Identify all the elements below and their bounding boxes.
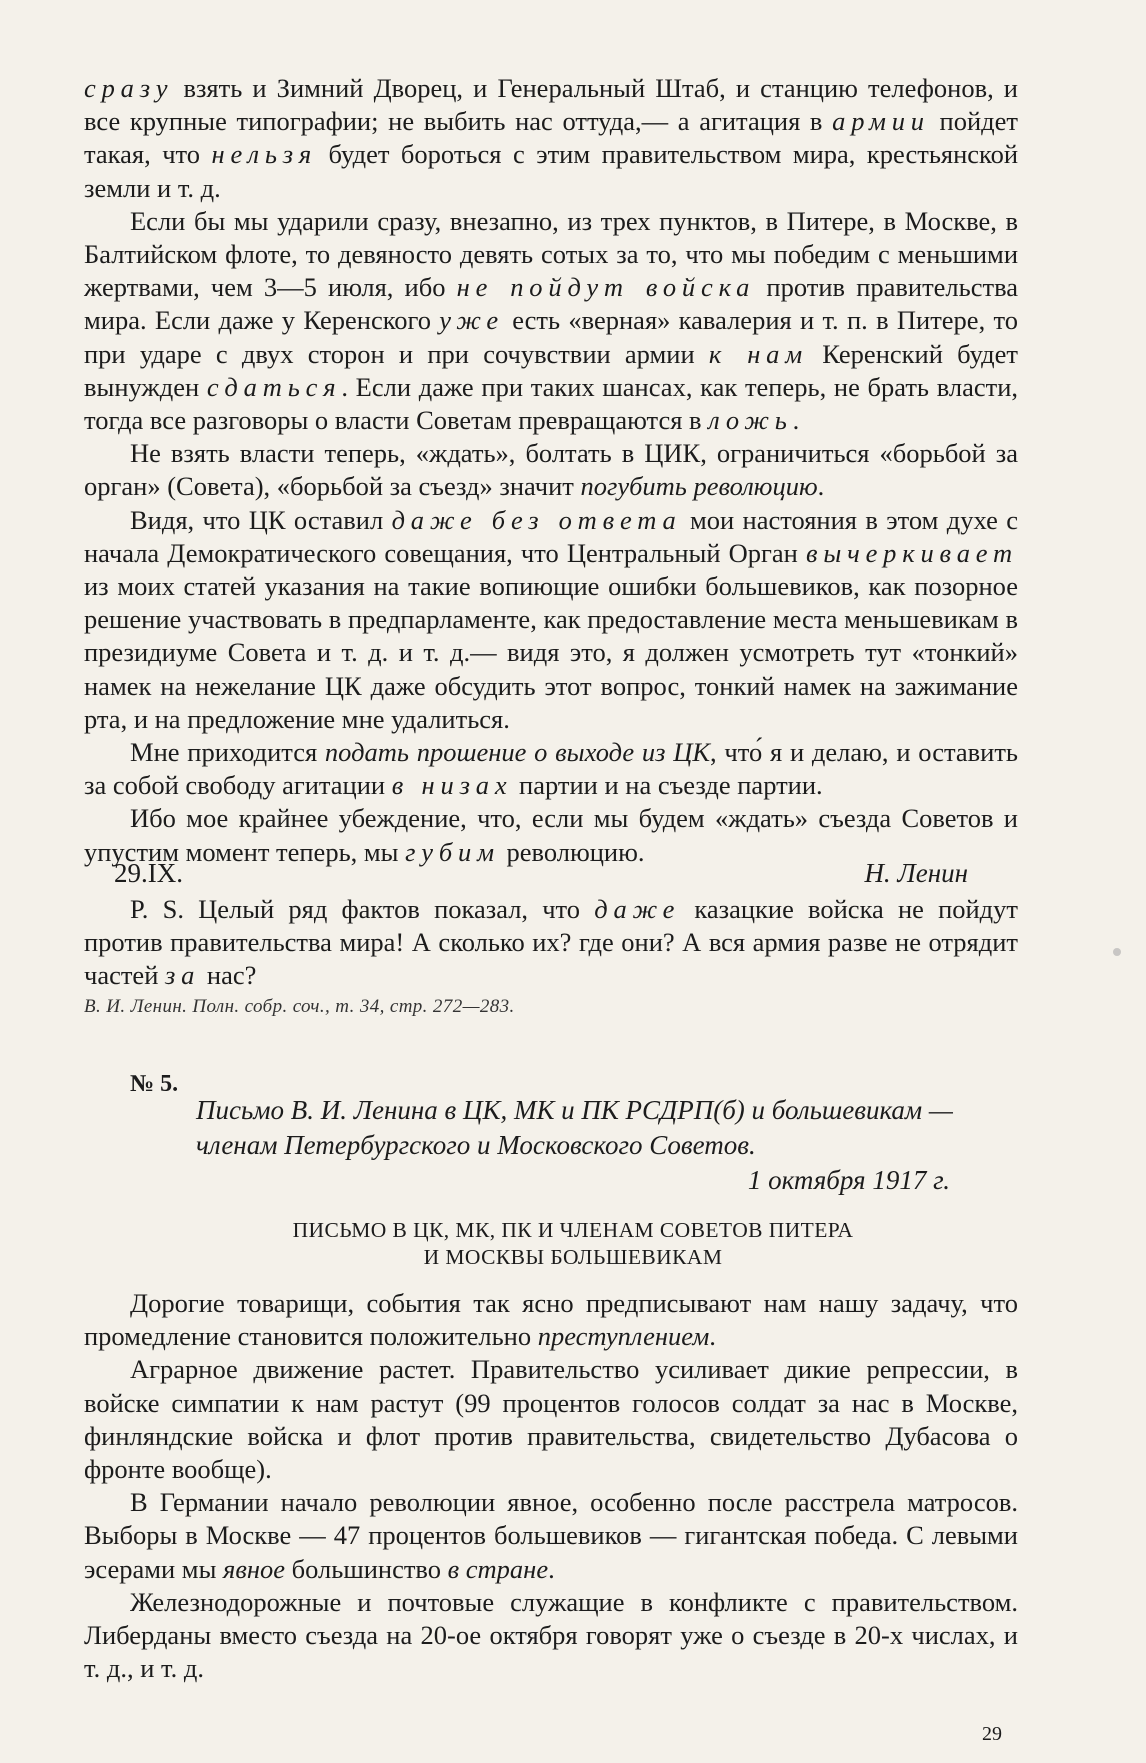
text-run: . Если даже при таких шансах, как теперь, не брать власти, тогда все разговоры о власти Советам превращаются в <box>84 371 1018 436</box>
text-run: Мне приходится <box>130 737 325 768</box>
paragraph <box>84 72 1018 205</box>
text-run: мои настояния в этом духе с начала Демократического совещания, что Центральный Орган <box>84 504 1018 568</box>
source-reference: В. И. Ленин. Полн. собр. соч., т. 34, стр. 272—283. <box>84 996 515 1017</box>
text-run: . <box>709 1321 716 1352</box>
scan-speck <box>1113 948 1121 956</box>
emphasis-text: преступлением <box>537 1321 710 1352</box>
text-run: есть «верная» кавалерия и т. п. в Питере, то при ударе с двух сторон и при сочувствии армии <box>84 305 1018 369</box>
signature-row <box>114 858 968 889</box>
letter-date: 29.IX. <box>114 858 183 888</box>
text-run: , что́ я и делаю, и оставить за собой свободу агитации <box>84 737 1018 801</box>
document-title: Письмо В. И. Ленина в ЦК, МК и ПК РСДРП(б) и большевикам — членам Петербургского и Московского Советов. <box>196 1095 953 1160</box>
letter-body <box>84 1287 1018 1685</box>
text-run: будет бороться с этим правительством мира, крестьянской земли и т. д. <box>84 139 1019 203</box>
text-run: . <box>817 471 825 502</box>
paragraph <box>84 205 1018 437</box>
page-number: 29 <box>982 1723 1002 1745</box>
emphasis-text: в стране <box>447 1553 549 1584</box>
paragraph <box>84 1287 1018 1353</box>
emphasis-text: не пойдут войска <box>456 272 756 303</box>
emphasis-text: нельзя <box>211 139 318 170</box>
text-run: нас? <box>200 960 257 991</box>
text-run: большинство <box>285 1553 448 1584</box>
text-run: P. S. Целый ряд фактов показал, что <box>130 894 595 924</box>
emphasis-text: за <box>165 960 201 991</box>
text-run: Ибо мое крайнее убеждение, что, если мы будем «ждать» съезда Советов и упустим момент теперь, мы <box>84 803 1018 867</box>
text-run: . <box>548 1553 555 1584</box>
text-run: партии и на съезде партии. <box>512 770 823 801</box>
emphasis-text: губим <box>405 836 500 867</box>
text-run: Аграрное движение растет. Правительство усиливает дикие репрессии, в войске симпатии к нам растут (99 процентов голосов солдат за нас в Москве, финляндские войска и флот против правительства, свидетельство Дубасова о фронте вообще). <box>84 1354 1018 1485</box>
text-run: революцию. <box>499 836 645 867</box>
document-number: № 5. <box>130 1071 179 1097</box>
paragraph <box>84 736 1018 802</box>
letter-heading <box>84 1217 1062 1271</box>
text-run: . <box>792 405 800 436</box>
letter-heading-line: И МОСКВЫ БОЛЬШЕВИКАМ <box>423 1245 723 1269</box>
emphasis-text: даже <box>594 894 681 924</box>
emphasis-text: подать прошение о выходе из ЦК <box>324 737 710 768</box>
text-run: Керенский будет вынужден <box>84 338 1018 402</box>
letter-heading-line: ПИСЬМО В ЦК, МК, ПК И ЧЛЕНАМ СОВЕТОВ ПИТЕРА <box>292 1218 854 1242</box>
text-run: из моих статей указания на такие вопиющие ошибки большевиков, как позорное решение участвовать в предпарламенте, как предоставление места меньшевикам в президиуме Совета и т. д. и т. д.— видя это, я должен усмотреть тут «тонкий» намек на нежелание ЦК даже обсудить этот вопрос, тонкий намек на зажимание рта, и на предложение мне удалиться. <box>84 571 1018 734</box>
emphasis-text: сразу <box>84 73 174 103</box>
emphasis-text: к нам <box>708 338 809 369</box>
emphasis-text: явное <box>223 1553 285 1584</box>
emphasis-text: вычеркивает <box>805 537 1018 568</box>
text-run: казацкие войска не пойдут против правительства мира! А сколько их? где они? А вся армия разве не отрядит частей <box>84 894 1018 991</box>
emphasis-text: погубить революцию <box>580 471 818 502</box>
text-run: взять и Зимний Дворец, и Генеральный Штаб, и станцию телефонов, и все крупные типографии; не выбить нас оттуда,— а агитация в <box>84 73 1018 137</box>
emphasis-text: ложь <box>708 405 793 436</box>
emphasis-text: даже без ответа <box>391 504 682 535</box>
text-run: против правительства мира. Если даже у Керенского <box>84 272 1019 336</box>
emphasis-text: сдаться <box>206 371 342 402</box>
text-run: Дорогие товарищи, события так ясно предписывают нам нашу задачу, что промедление становится положительно <box>84 1288 1018 1352</box>
paragraph <box>84 1586 1018 1686</box>
emphasis-text: уже <box>439 305 504 336</box>
emphasis-text: в низах <box>391 770 513 801</box>
paragraph <box>84 893 1018 993</box>
document-date: 1 октября 1917 г. <box>747 1165 950 1195</box>
paragraph <box>84 1353 1018 1486</box>
postscript-block <box>84 893 1018 993</box>
text-run: Если бы мы ударили сразу, внезапно, из трех пунктов, в Питере, в Москве, в Балтийском флоте, то девяносто девять сотых за то, что мы победим с меньшими жертвами, чем 3—5 июля, ибо <box>84 205 1018 303</box>
upper-text-block <box>84 72 1018 869</box>
emphasis-text: армии <box>832 106 930 137</box>
paragraph <box>84 1486 1018 1586</box>
text-run: В Германии начало революции явное, особенно после расстрела матросов. Выборы в Москве — 47 процентов большевиков — гигантская победа. С левыми эсерами мы <box>84 1487 1018 1584</box>
text-run: Не взять власти теперь, «ждать», болтать в ЦИК, ограничиться «борьбой за орган» (Совета), «борьбой за съезд» значит <box>84 438 1018 502</box>
paragraph <box>84 504 1018 736</box>
text-run: Видя, что ЦК оставил <box>130 504 392 535</box>
author-signature: Н. Ленин <box>864 858 968 888</box>
paragraph <box>84 437 1018 503</box>
text-run: Железнодорожные и почтовые служащие в конфликте с правительством. Либерданы вместо съезда на 20-ое октября говорят уже о съезде в 20-х числах, и т. д., и т. д. <box>84 1586 1018 1684</box>
text-run: пойдет такая, что <box>84 106 1018 170</box>
